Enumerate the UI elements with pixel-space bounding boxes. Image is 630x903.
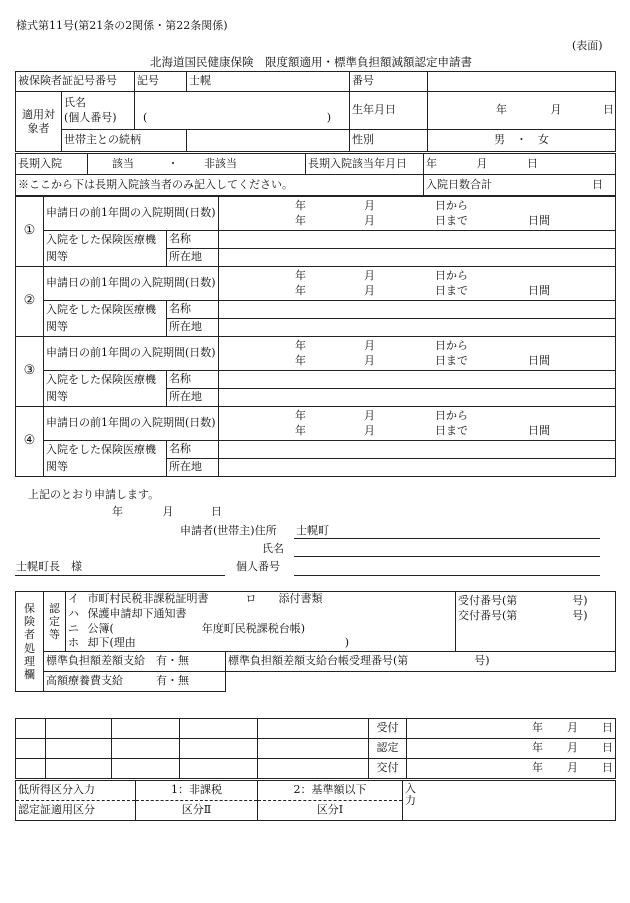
- footer-month-unit: 月: [567, 761, 578, 775]
- std-payment-label[interactable]: 標準負担額差額支給 有・無: [44, 652, 226, 672]
- period-label: 申請日の前1年間の入院期間(日数): [44, 267, 219, 301]
- total-days-field[interactable]: [424, 175, 616, 196]
- personal-no-label: 個人番号: [236, 560, 280, 573]
- sex-label: 性別: [350, 130, 428, 152]
- item-key: ニ: [68, 621, 79, 635]
- nintei-label: 認定等: [44, 592, 66, 652]
- longterm-choice[interactable]: [88, 154, 306, 175]
- choice-dot: ・: [167, 156, 179, 170]
- entry-number: ①: [16, 197, 44, 267]
- total-days-unit: 日: [592, 177, 603, 191]
- class-two[interactable]: 区分Ⅱ: [136, 801, 258, 821]
- item-text: 市町村民税非課税証明書: [86, 592, 226, 607]
- from-month-unit: 月: [364, 268, 375, 282]
- from-day-unit: 日から: [435, 268, 468, 282]
- inst-address-field[interactable]: [219, 249, 616, 267]
- not-applicable-text: 非該当: [204, 156, 237, 170]
- to-day-unit: 日まで: [435, 283, 468, 297]
- inst-address-field[interactable]: [219, 389, 616, 407]
- bango-field[interactable]: [428, 72, 616, 92]
- inst-address-label: 所在地: [167, 319, 219, 337]
- inst-address-field[interactable]: [219, 319, 616, 337]
- footer-month-unit: 月: [567, 721, 578, 735]
- item-key: ホ: [66, 637, 86, 652]
- from-day-unit: 日から: [435, 338, 468, 352]
- insurer-table: [15, 591, 616, 692]
- inst-name-label: 名称: [167, 441, 219, 459]
- period-label: 申請日の前1年間の入院期間(日数): [44, 407, 219, 441]
- personal-no-label: (個人番号): [64, 110, 117, 124]
- birth-day-unit: 日: [603, 103, 614, 117]
- from-year-unit: 年: [295, 338, 306, 352]
- to-day-unit: 日まで: [435, 353, 468, 367]
- period-label: 申請日の前1年間の入院期間(日数): [44, 337, 219, 371]
- bango-label: 番号: [350, 72, 428, 92]
- lt-day-unit: 日: [527, 156, 538, 170]
- to-month-unit: 月: [364, 353, 375, 367]
- footer-date-field[interactable]: [407, 759, 616, 779]
- applicant-address-value[interactable]: 士幌町: [296, 524, 329, 537]
- form-title: 北海道国民健康保険 限度額適用・標準負担額減額認定申請書: [150, 55, 472, 69]
- item-key: ハ: [68, 606, 79, 620]
- footer-day-unit: 日: [602, 761, 613, 775]
- kigo-label: 記号: [135, 72, 187, 92]
- entry-number: ④: [16, 407, 44, 477]
- from-year-unit: 年: [295, 408, 306, 422]
- subject-label: 適用対象者: [16, 92, 62, 152]
- footer-year-unit: 年: [532, 721, 543, 735]
- to-year-unit: 年: [295, 353, 306, 367]
- relation-field[interactable]: [187, 130, 350, 152]
- birth-label: 生年月日: [350, 92, 428, 130]
- footer-table: [15, 718, 616, 779]
- relation-label: 世帯主との続柄: [62, 130, 187, 152]
- stamp-cell[interactable]: [16, 759, 46, 779]
- days-unit: 日間: [528, 423, 550, 437]
- applicable-text: 該当: [112, 156, 134, 170]
- input-label: 入力: [405, 782, 416, 808]
- name-underline: [294, 556, 600, 557]
- stamp-cell[interactable]: [180, 739, 258, 759]
- footer-year-unit: 年: [532, 741, 543, 755]
- birth-year-unit: 年: [496, 103, 507, 117]
- from-month-unit: 月: [364, 338, 375, 352]
- opt-non-taxable[interactable]: 1：非課税: [136, 781, 258, 801]
- longterm-table: [15, 153, 616, 196]
- item-extra: ロ 添付書類: [226, 592, 456, 607]
- to-year-unit: 年: [295, 423, 306, 437]
- footer-row-label: 交付: [369, 759, 407, 779]
- inst-address-label: 所在地: [167, 459, 219, 477]
- period-label: 申請日の前1年間の入院期間(日数): [44, 197, 219, 231]
- stamp-cell[interactable]: [180, 719, 258, 739]
- footer-day-unit: 日: [602, 741, 613, 755]
- item-text: 却下(理由 ): [86, 637, 456, 652]
- name-field[interactable]: [135, 92, 350, 130]
- mayor-underline: [15, 575, 225, 576]
- item-text: 保護申請却下通知書: [87, 606, 187, 620]
- stamp-cell[interactable]: [180, 759, 258, 779]
- longterm-date-label: 長期入院該当年月日: [306, 154, 424, 175]
- from-month-unit: 月: [364, 408, 375, 422]
- inst-name-label: 名称: [167, 371, 219, 389]
- birth-field[interactable]: [428, 92, 616, 130]
- stamp-cell[interactable]: [16, 739, 46, 759]
- stamp-cell[interactable]: [112, 739, 180, 759]
- from-month-unit: 月: [364, 198, 375, 212]
- personal-no-underline: [294, 575, 600, 576]
- footer-year-unit: 年: [532, 761, 543, 775]
- to-year-unit: 年: [295, 283, 306, 297]
- applicant-name-label: 氏名: [262, 542, 284, 555]
- apply-year-unit: 年: [112, 505, 123, 518]
- sex-field[interactable]: 男 ・ 女: [428, 130, 616, 152]
- inst-address-field[interactable]: [219, 459, 616, 477]
- cert-class-label: 認定証適用区分: [16, 801, 136, 821]
- from-year-unit: 年: [295, 198, 306, 212]
- to-month-unit: 月: [364, 423, 375, 437]
- longterm-label: 長期入院: [16, 154, 88, 175]
- inst-name-field[interactable]: [219, 371, 616, 389]
- insured-id-label: 被保険者証記号番号: [16, 72, 135, 92]
- days-unit: 日間: [528, 213, 550, 227]
- days-unit: 日間: [528, 283, 550, 297]
- applicant-address-label: 申請者(世帯主)住所: [180, 524, 277, 537]
- to-day-unit: 日まで: [435, 423, 468, 437]
- period-field[interactable]: [219, 267, 616, 301]
- hospital-table: [15, 196, 616, 477]
- period-field[interactable]: [219, 197, 616, 231]
- high-cost-label[interactable]: 高額療養費支給 有・無: [44, 672, 226, 692]
- insurer-section-label: 保険者処理欄: [16, 592, 44, 692]
- std-ledger-label[interactable]: 標準負担額差額支給台帳受理番号(第 号): [226, 652, 616, 672]
- paren-close: ): [326, 111, 332, 125]
- inst-name-label: 名称: [167, 231, 219, 249]
- apply-month-unit: 月: [162, 505, 174, 518]
- inst-name-field[interactable]: [219, 231, 616, 249]
- apply-day-unit: 日: [211, 505, 222, 518]
- from-year-unit: 年: [295, 268, 306, 282]
- period-field[interactable]: [219, 407, 616, 441]
- longterm-note: ※ここから下は長期入院該当者のみ記入してください。: [16, 175, 424, 196]
- inst-name-field[interactable]: [219, 441, 616, 459]
- entry-number: ②: [16, 267, 44, 337]
- entry-number: ③: [16, 337, 44, 407]
- to-year-unit: 年: [295, 213, 306, 227]
- footer-date-field[interactable]: [407, 739, 616, 759]
- address-underline: [294, 538, 600, 539]
- period-field[interactable]: [219, 337, 616, 371]
- low-income-label: 低所得区分入力: [16, 781, 136, 801]
- institution-label: 入院をした保険医療機関等: [44, 441, 167, 477]
- stamp-cell[interactable]: [16, 719, 46, 739]
- days-unit: 日間: [528, 353, 550, 367]
- input-box[interactable]: [403, 781, 616, 821]
- stamp-cell[interactable]: [112, 719, 180, 739]
- delivery-number[interactable]: 交付番号(第 号): [458, 608, 588, 622]
- stamp-cell[interactable]: [46, 759, 112, 779]
- footer-bottom-table: [15, 780, 616, 821]
- side-label: (表面): [572, 39, 603, 52]
- item-text: 公簿( 年度町民税課税台帳): [87, 621, 306, 635]
- class-one[interactable]: 区分Ⅰ: [258, 801, 403, 821]
- kigo-value[interactable]: 士幌: [187, 72, 350, 92]
- paren-open: (: [143, 111, 148, 125]
- item-key: イ: [66, 592, 86, 607]
- total-days-label: 入院日数合計: [426, 177, 492, 191]
- institution-label: 入院をした保険医療機関等: [44, 231, 167, 267]
- stamp-cell[interactable]: [46, 719, 112, 739]
- stamp-cell[interactable]: [112, 759, 180, 779]
- name-label: 氏名: [64, 95, 86, 109]
- longterm-date-field[interactable]: [424, 154, 616, 175]
- apply-date[interactable]: [112, 506, 222, 517]
- from-day-unit: 日から: [435, 408, 468, 422]
- info-table: [15, 71, 616, 152]
- inst-address-label: 所在地: [167, 249, 219, 267]
- lt-year-unit: 年: [426, 156, 437, 170]
- to-month-unit: 月: [364, 283, 375, 297]
- footer-row-label: 認定: [369, 739, 407, 759]
- to-day-unit: 日まで: [435, 213, 468, 227]
- birth-month-unit: 月: [550, 103, 562, 117]
- stamp-cell[interactable]: [258, 719, 369, 739]
- footer-month-unit: 月: [567, 741, 578, 755]
- footer-day-unit: 日: [602, 721, 613, 735]
- inst-address-label: 所在地: [167, 389, 219, 407]
- apply-statement: 上記のとおり申請します。: [28, 488, 160, 501]
- institution-label: 入院をした保険医療機関等: [44, 301, 167, 337]
- stamp-cell[interactable]: [258, 759, 369, 779]
- footer-date-field[interactable]: [407, 719, 616, 739]
- footer-row-label: 受付: [369, 719, 407, 739]
- opt-below-standard[interactable]: 2：基準額以下: [258, 781, 403, 801]
- mayor-addressee: 士幌町長 様: [16, 560, 82, 573]
- institution-label: 入院をした保険医療機関等: [44, 371, 167, 407]
- form-number: 様式第11号(第21条の2関係・第22条関係): [16, 19, 228, 32]
- from-day-unit: 日から: [435, 198, 468, 212]
- to-month-unit: 月: [364, 213, 375, 227]
- stamp-cell[interactable]: [258, 739, 369, 759]
- stamp-cell[interactable]: [46, 739, 112, 759]
- inst-name-label: 名称: [167, 301, 219, 319]
- lt-month-unit: 月: [476, 156, 488, 170]
- inst-name-field[interactable]: [219, 301, 616, 319]
- receipt-number[interactable]: 受付番号(第 号): [458, 594, 588, 607]
